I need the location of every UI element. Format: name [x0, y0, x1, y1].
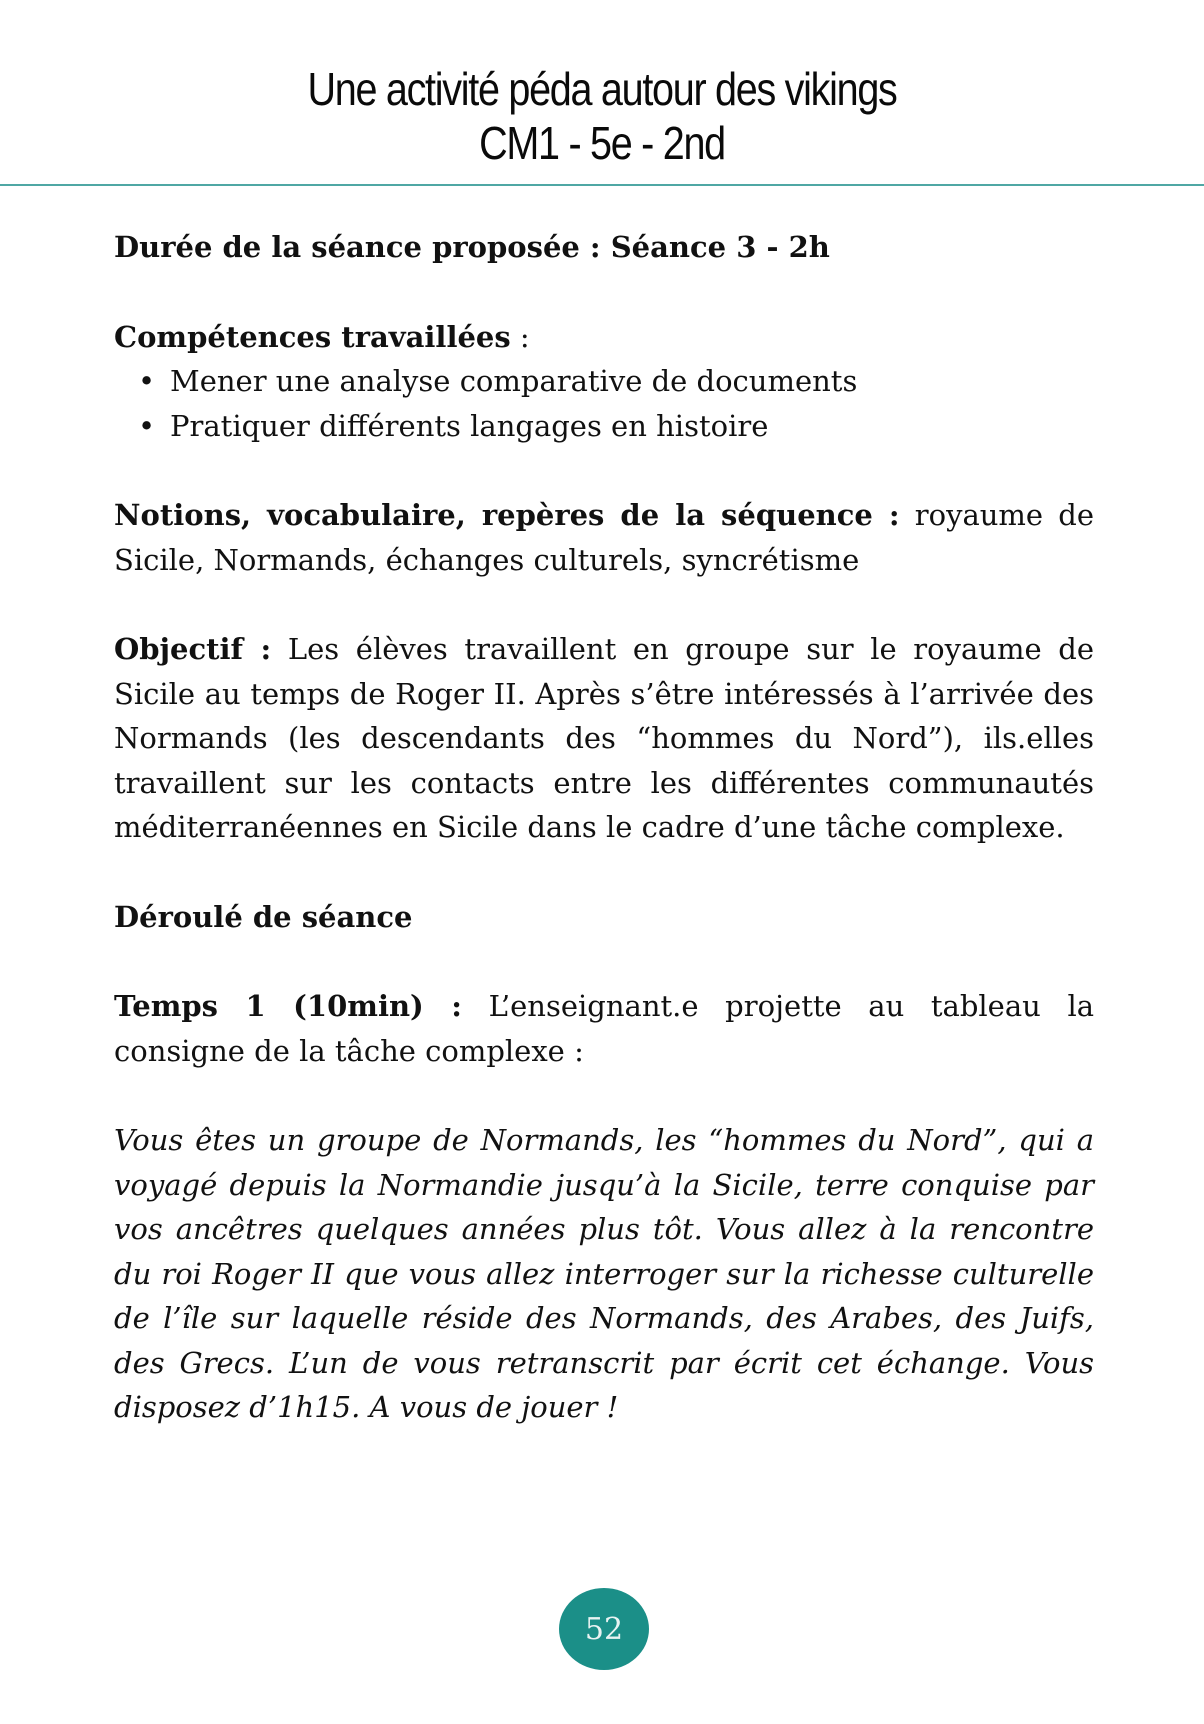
bullet-icon: •: [138, 408, 156, 443]
skill-text: Mener une analyse comparative de documents: [170, 364, 858, 398]
session-duration: [114, 225, 1094, 270]
document-subtitle-levels: CM1 - 5e - 2nd: [479, 117, 725, 169]
notions-text: royaume de Sicile, Normands, échanges culturels, syncrétisme: [114, 498, 1094, 577]
step1-label: Temps 1 (10min) :: [114, 989, 462, 1023]
page-number-badge: [559, 1588, 649, 1670]
document-title: Une activité péda autour des vikings: [307, 63, 897, 115]
step1-paragraph: [114, 984, 1094, 1073]
page-number: 52: [584, 1611, 624, 1647]
step1-text: L’enseignant.e projette au tableau la consigne de la tâche complexe :: [114, 989, 1095, 1068]
page-header: [0, 62, 1204, 170]
task-instruction: Vous êtes un groupe de Normands, les “hommes du Nord”, qui a voyagé depuis la Normandie jusqu’à la Sicile, terre conquise par vos ancêtres quelques années plus tôt. Vous allez à la rencontre du roi Roger II que vous allez interroger sur la richesse culturelle de l’île sur laquelle réside des Normands, des Arabes, des Juifs, des Grecs. L’un de vous retranscrit par écrit cet échange. Vous disposez d’1h15. A vous de jouer !: [114, 1123, 1094, 1424]
page-body: [114, 225, 1094, 1430]
session-heading-text: Déroulé de séance: [114, 899, 413, 934]
skills-list-item: [114, 404, 1094, 449]
objective-paragraph: [114, 627, 1094, 850]
session-heading: [114, 895, 1094, 940]
bullet-icon: •: [138, 364, 156, 398]
skills-colon: :: [510, 319, 530, 354]
skills-list: [114, 359, 1094, 448]
notions-paragraph: [114, 493, 1094, 582]
skill-text: Pratiquer différents langages en histoire: [170, 408, 769, 443]
notions-label: Notions, vocabulaire, repères de la séquence :: [114, 498, 900, 532]
objective-text: Les élèves travaillent en groupe sur le royaume de Sicile au temps de Roger II. Après s’être intéressés à l’arrivée des Normands (les descendants des “hommes du Nord”), ils.elles travaillent sur les contacts entre les différentes communautés méditerranéennes en Sicile dans le cadre d’une tâche complexe.: [114, 632, 1094, 844]
skills-heading: [114, 315, 1094, 360]
objective-label: Objectif :: [114, 632, 272, 666]
header-divider: [0, 184, 1204, 186]
skills-label: Compétences travaillées: [114, 319, 511, 354]
skills-list-item: [114, 359, 1094, 404]
session-duration-label: Durée de la séance proposée : Séance 3 - 2h: [114, 230, 830, 264]
